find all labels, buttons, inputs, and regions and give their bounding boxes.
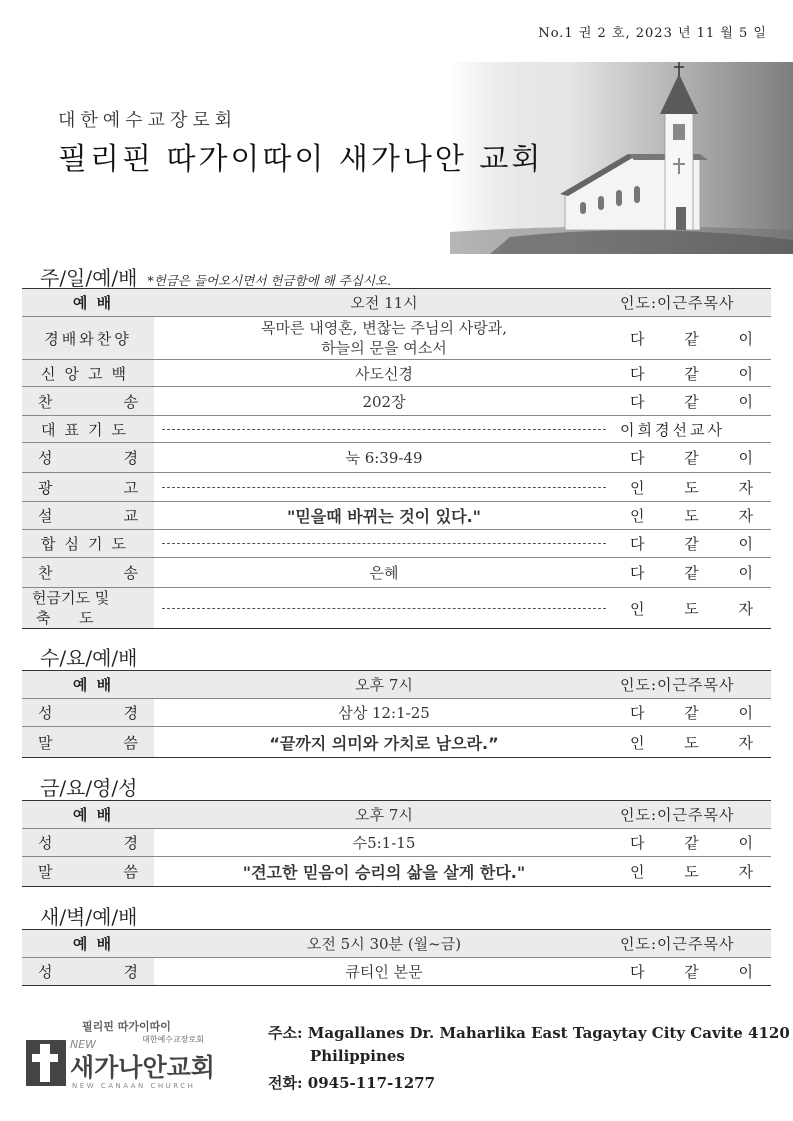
row-who: 인 도 자 [630, 599, 753, 618]
row-label: 대표기도 [41, 420, 135, 439]
friday-header-row [22, 801, 771, 829]
table-row [22, 416, 771, 443]
dawn-header-row [22, 930, 771, 958]
row-who: 다 같 이 [630, 834, 753, 852]
table-row [22, 727, 771, 758]
table-row [22, 360, 771, 387]
sunday-header-row [22, 289, 771, 317]
row-who: 다 같 이 [630, 564, 753, 582]
table-row [22, 829, 771, 857]
row-content: 하늘의 문을 여소서 [321, 339, 447, 357]
friday-title: 금/요/영/성 [40, 776, 138, 800]
service-time: 오후 7시 [355, 676, 413, 694]
table-row [22, 958, 771, 986]
table-row [22, 857, 771, 887]
denomination: 대한예수교장로회 [58, 110, 238, 131]
row-who: 인 도 자 [630, 863, 753, 881]
service-label: 예 배 [72, 806, 114, 824]
friday-table [22, 800, 771, 887]
row-content: 수5:1-15 [352, 834, 416, 852]
table-row [22, 317, 771, 360]
row-who: 다 같 이 [630, 963, 753, 981]
wednesday-header-row [22, 671, 771, 699]
service-label: 예 배 [72, 935, 114, 953]
svg-text:NEW: NEW [70, 1038, 97, 1051]
sermon-title: "견고한 믿음이 승리의 삶을 살게 한다." [242, 863, 526, 882]
issue-info: No.1 권 2 호, 2023 년 11 월 5 일 [538, 26, 767, 41]
service-label: 예 배 [72, 676, 114, 694]
row-label: 성 경 [38, 834, 138, 852]
wednesday-table [22, 670, 771, 758]
address [268, 1022, 790, 1045]
phone [268, 1072, 790, 1095]
service-time: 오후 7시 [355, 806, 413, 824]
row-label: 설 교 [38, 507, 138, 525]
row-label: 신앙고백 [41, 364, 135, 383]
row-label: 성 경 [38, 963, 138, 981]
row-content: 큐티인 본문 [345, 963, 423, 981]
table-row [22, 473, 771, 502]
row-label: 찬 송 [38, 564, 138, 582]
table-row [22, 558, 771, 588]
row-content: 목마른 내영혼, 변찮는 주님의 사랑과, [261, 319, 507, 337]
service-leader: 인도:이근주목사 [620, 676, 735, 694]
svg-text:새가나안교회: 새가나안교회 [70, 1053, 215, 1082]
table-row [22, 530, 771, 558]
row-who: 인 도 자 [630, 507, 753, 525]
row-who: 다 같 이 [630, 535, 753, 553]
dotted-leader [162, 487, 606, 488]
church-logo [24, 1018, 244, 1090]
service-leader: 인도:이근주목사 [620, 294, 735, 312]
row-label: 말 씀 [38, 863, 138, 881]
phone-label: 전화: [268, 1074, 303, 1092]
church-name: 필리핀 따가이따이 새가나안 교회 [58, 142, 544, 177]
row-label: 헌금기도 및 [32, 589, 110, 607]
row-label: 광 고 [38, 478, 138, 497]
offering-note: *헌금은 들어오시면서 헌금함에 해 주십시오. [147, 273, 391, 288]
sermon-title: “끝까지 의미와 가치로 남으라.” [269, 733, 499, 753]
row-who: 인 도 자 [630, 478, 753, 497]
table-row [22, 588, 771, 629]
row-label: 찬 송 [38, 392, 138, 411]
dotted-leader [162, 543, 606, 544]
row-label: 성 경 [38, 704, 138, 722]
dotted-leader [162, 429, 606, 430]
svg-text:NEW CANAAN CHURCH: NEW CANAAN CHURCH [72, 1082, 196, 1090]
sunday-title-text: 주/일/예/배 [40, 266, 138, 290]
sunday-title [40, 262, 391, 291]
row-label: 말 씀 [38, 733, 138, 752]
sermon-title: "믿을때 바뀌는 것이 있다." [286, 507, 482, 526]
church-logo-mark [24, 1018, 244, 1090]
service-leader: 인도:이근주목사 [620, 935, 735, 953]
row-label: 축 도 [36, 609, 94, 627]
row-who: 다 같 이 [630, 392, 753, 411]
row-who: 다 같 이 [630, 364, 753, 383]
row-content: 눅 6:39-49 [345, 449, 423, 467]
address-label: 주소: [268, 1024, 303, 1042]
address-line1: Magallanes Dr. Maharlika East Tagaytay City Cavite 4120 [307, 1024, 790, 1042]
row-who: 이희경선교사 [620, 420, 725, 439]
row-who: 다 같 이 [630, 329, 753, 348]
row-who: 인 도 자 [630, 733, 753, 752]
row-who: 다 같 이 [630, 449, 753, 467]
svg-text:필리핀 따가이따이: 필리핀 따가이따이 [82, 1020, 171, 1033]
svg-text:대한예수교장로회: 대한예수교장로회 [142, 1035, 204, 1044]
row-label: 합심기도 [41, 535, 135, 553]
table-row [22, 443, 771, 473]
row-content: 사도신경 [355, 364, 413, 383]
table-row [22, 699, 771, 727]
sunday-table [22, 288, 771, 629]
table-row [22, 387, 771, 416]
dawn-table [22, 929, 771, 986]
address-line2: Philippines [310, 1047, 405, 1065]
row-label: 성 경 [38, 449, 138, 467]
row-content: 은혜 [369, 564, 399, 582]
row-who: 다 같 이 [630, 704, 753, 722]
service-leader: 인도:이근주목사 [620, 806, 735, 824]
row-content: 삼상 12:1-25 [338, 704, 430, 722]
wednesday-title: 수/요/예/배 [40, 646, 138, 670]
service-label: 예 배 [72, 294, 114, 312]
phone-number: 0945-117-1277 [307, 1074, 436, 1092]
table-row [22, 502, 771, 530]
contact-info [268, 1022, 790, 1095]
service-time: 오전 11시 [350, 294, 418, 312]
row-content: 202장 [362, 392, 406, 411]
service-time: 오전 5시 30분 (월~금) [306, 935, 462, 953]
dawn-title: 새/벽/예/배 [40, 905, 138, 929]
row-label: 경배와찬양 [44, 329, 132, 348]
dotted-leader [162, 608, 606, 609]
